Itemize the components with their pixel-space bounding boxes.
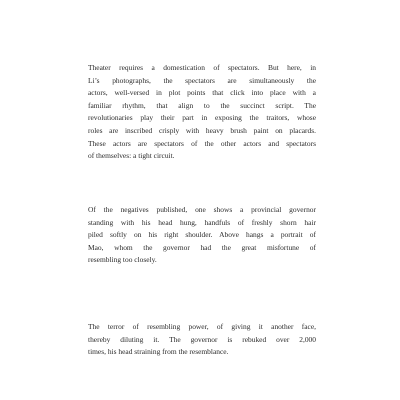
- paragraph-negatives: [88, 204, 316, 267]
- text-line: standing with his head hung, handfuls of freshly shorn hair: [88, 217, 316, 227]
- text-line: actors, well-versed in plot points that click into place with a: [88, 88, 316, 98]
- paragraph-theater: [88, 62, 316, 163]
- text-line: Of the negatives published, one shows a provincial governor: [88, 205, 316, 214]
- text-line: times, his head straining from the resemblance.: [88, 347, 229, 357]
- text-line: revolutionaries play their part in exposing the traitors, whose: [88, 113, 316, 123]
- text-line: These actors are spectators of the other actors and spectators: [88, 138, 316, 148]
- text-line: roles are inscribed crisply with heavy brush paint on placards.: [88, 125, 316, 135]
- text-line: resembling too closely.: [88, 255, 157, 265]
- text-line: familiar rhythm, that align to the succinct script. The: [88, 100, 316, 110]
- paragraph-terror: [88, 321, 316, 359]
- text-line: The terror of resembling power, of giving it another face,: [88, 322, 316, 331]
- text-line: Mao, whom the governor had the great misfortune of: [88, 242, 316, 252]
- text-line: thereby diluting it. The governor is rebuked over 2,000: [88, 334, 316, 344]
- text-line: piled softly on his right shoulder. Above hangs a portrait of: [88, 230, 316, 240]
- text-line: of themselves: a tight circuit.: [88, 151, 175, 161]
- text-line: Theater requires a domestication of spectators. But here, in: [88, 63, 316, 72]
- text-line: Li’s photographs, the spectators are simultaneously the: [88, 75, 316, 85]
